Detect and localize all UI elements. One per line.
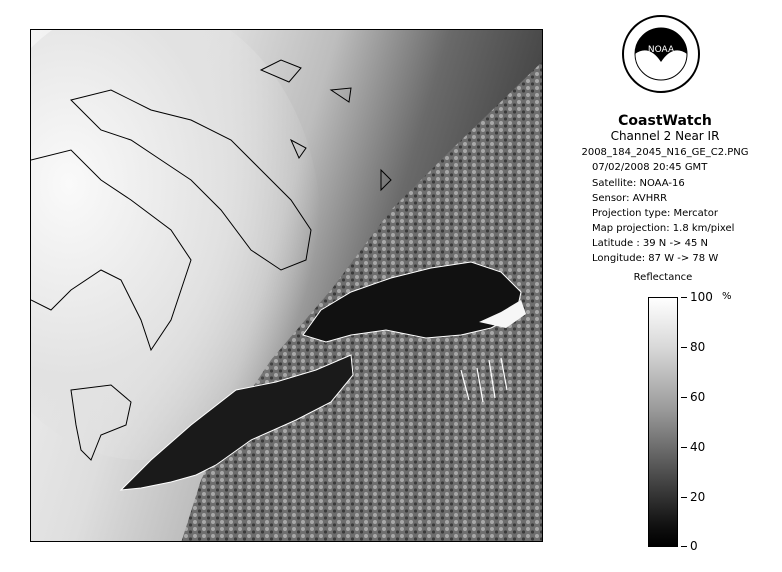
channel-label: Channel 2 Near IR [610, 129, 720, 143]
filename: 2008_184_2045_N16_GE_C2.PNG [581, 147, 749, 158]
noaa-logo [621, 14, 701, 94]
longitude: Longitude: 87 W -> 78 W [592, 253, 719, 264]
tick-60 [681, 397, 687, 398]
brand-title: CoastWatch [618, 113, 712, 129]
tick-0 [681, 546, 687, 547]
noaa-emblem [621, 14, 701, 94]
tick-label-100: 100 [690, 290, 713, 304]
tick-100 [681, 297, 687, 298]
tick-label-0: 0 [690, 539, 698, 553]
unit-label: % [722, 291, 732, 302]
satellite-map [31, 30, 543, 542]
tick-label-20: 20 [690, 490, 706, 504]
latitude: Latitude : 39 N -> 45 N [592, 238, 708, 249]
sensor: Sensor: AVHRR [592, 193, 668, 204]
datetime: 07/02/2008 20:45 GMT [592, 162, 708, 173]
tick-label-80: 80 [690, 340, 706, 354]
tick-label-40: 40 [690, 440, 706, 454]
satellite-image [30, 29, 543, 542]
map-projection: Map projection: 1.8 km/pixel [592, 223, 735, 234]
reflectance-scale [648, 297, 678, 547]
tick-80 [681, 347, 687, 348]
logo-label: NOAA [647, 45, 675, 55]
tick-label-60: 60 [690, 390, 706, 404]
legend-title: Reflectance [633, 272, 693, 283]
projection-type: Projection type: Mercator [592, 208, 718, 219]
tick-40 [681, 447, 687, 448]
satellite: Satellite: NOAA-16 [592, 178, 685, 189]
tick-20 [681, 497, 687, 498]
